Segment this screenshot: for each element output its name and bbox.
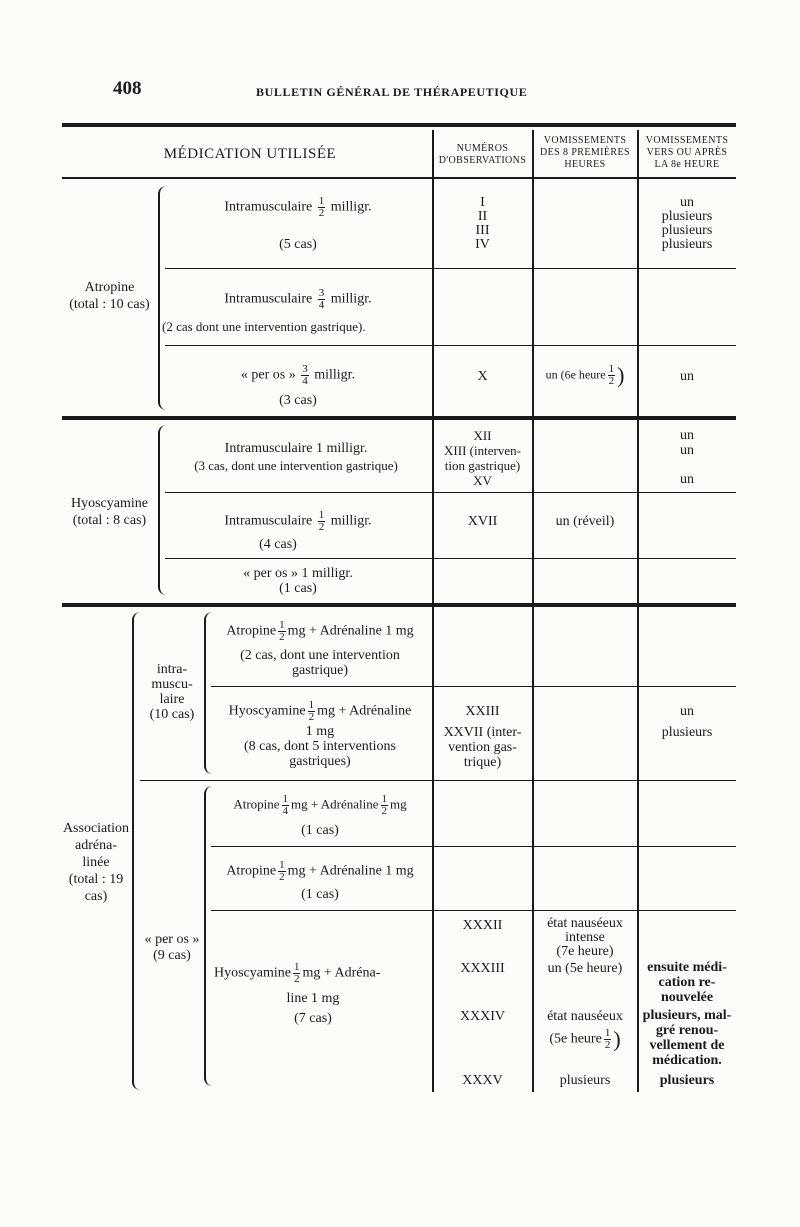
fraction-num: 1 (604, 1027, 611, 1039)
obs-item: XII (473, 428, 492, 443)
p1-fraction-2 (381, 794, 389, 817)
atropine-r3-after: un (680, 369, 694, 384)
p1-mid: mg + Adrénaline (291, 796, 379, 812)
fraction-num: 3 (302, 363, 308, 375)
after-item: un (680, 195, 694, 210)
intra-l1: intra- (156, 662, 188, 677)
fraction-num: 1 (293, 961, 300, 973)
atropine-group-l1: Atropine (84, 280, 135, 295)
vom8-item: état nauséeux (547, 916, 623, 931)
atropine-r3-fraction (301, 364, 309, 387)
hyoscyamine-r2-unit: milligr. (330, 513, 372, 529)
col-divider-3 (637, 130, 639, 1092)
fraction-num: 1 (381, 793, 388, 805)
atropine-r2-unit: milligr. (330, 291, 372, 307)
p2-fraction (278, 860, 286, 883)
assoc-a2-obs (433, 704, 532, 770)
hyoscyamine-r2-fraction (318, 510, 326, 533)
a1-pre: Atropine (226, 623, 277, 639)
hyoscyamine-group-l1: Hyoscyamine (71, 496, 148, 511)
p3-fraction (293, 962, 301, 985)
col-header-vomafter (638, 135, 736, 171)
atropine-r2-label: Intramusculaire (224, 291, 313, 307)
assoc-a2-after (638, 704, 736, 740)
obs-item: XIII (interven- (444, 443, 521, 458)
close-paren: ) (613, 1026, 621, 1052)
assoc-a2-cases (208, 724, 432, 769)
after-item: nouvelée (660, 990, 714, 1005)
close-paren: ) (617, 362, 625, 388)
atropine-r1-unit: milligr. (330, 199, 372, 215)
running-title: BULLETIN GÉNÉRAL DE THÉRAPEUTIQUE (256, 85, 528, 99)
col-header-vomafter-l3: LA 8e HEURE (654, 159, 720, 170)
p2-pre: Atropine (226, 863, 277, 879)
assoc-a2-dose (208, 700, 432, 723)
p3-after-b (638, 960, 736, 1005)
col-header-vom8-l1: VOMISSEMENTS (543, 135, 627, 146)
col-header-medication: MÉDICATION UTILISÉE (163, 146, 337, 162)
obs-item: XXIII (465, 704, 500, 719)
after-item: vellement de (649, 1038, 725, 1053)
atropine-r3-label: « per os » (240, 367, 296, 383)
a2-fraction (308, 700, 316, 723)
intra-l2: muscu- (151, 677, 193, 692)
atropine-r3-dose (168, 364, 428, 387)
intra-l3: laire (159, 692, 185, 707)
atropine-r3-obs: X (477, 369, 488, 384)
vom8-item: (7e heure) (556, 944, 614, 959)
intra-l4: (10 cas) (149, 707, 195, 722)
vom8-text: un (6e heure (545, 367, 606, 382)
p3-vom8-d: plusieurs (559, 1073, 611, 1088)
atropine-r1-obs (433, 196, 532, 252)
fraction-num: 1 (318, 509, 325, 521)
assoc-p2-cases: (1 cas) (301, 887, 339, 902)
after-item: plusieurs (661, 223, 713, 238)
a1-l2: (2 cas, dont une intervention (240, 648, 400, 663)
fraction-den: 2 (279, 631, 285, 643)
row-rule (211, 846, 736, 847)
assoc-a1-cases (208, 648, 432, 678)
fraction-num: 1 (608, 363, 615, 375)
after-item: plusieurs (661, 209, 713, 224)
obs-item: IV (475, 237, 490, 252)
hyoscyamine-r3-l2: (1 cas) (279, 581, 317, 596)
atropine-group-l2: (total : 10 cas) (69, 297, 150, 312)
after-item: ensuite médi- (647, 960, 727, 975)
hyoscyamine-r2-cases: (4 cas) (259, 537, 297, 552)
a2-l3: (8 cas, dont 5 interventions (243, 739, 397, 754)
obs-item: tion gastrique) (444, 458, 521, 473)
fraction-den: 4 (302, 375, 308, 387)
vom8-item: intense (565, 930, 605, 945)
a1-l3: gastrique) (292, 663, 348, 678)
obs-item: trique) (463, 755, 502, 770)
obs-item: II (477, 209, 488, 224)
obs-item: XV (473, 473, 492, 488)
p3-obs-3: XXXIV (459, 1009, 506, 1024)
assoc-p3-cases: (7 cas) (294, 1011, 332, 1026)
section-rule (62, 603, 736, 607)
col-header-vom8 (533, 135, 637, 171)
a2-l4: gastriques) (289, 754, 351, 769)
hyoscyamine-group-label (62, 495, 157, 529)
fraction-den: 2 (318, 521, 325, 533)
atropine-group-label (62, 279, 157, 313)
page-number: 408 (113, 78, 142, 99)
obs-item: III (475, 223, 490, 238)
association-group-l2: adréna- (75, 838, 117, 853)
assoc-p1-cases: (1 cas) (301, 823, 339, 838)
hyoscyamine-r2-obs: XVII (467, 514, 498, 529)
after-item: plusieurs (661, 237, 713, 252)
p2-post: mg + Adrénaline 1 mg (287, 863, 414, 879)
association-group-l3: linée (82, 855, 110, 870)
col-header-vomafter-l1: VOMISSEMENTS (645, 135, 729, 146)
association-group-l5: cas) (84, 889, 108, 904)
obs-item: XXVII (inter- (443, 725, 522, 740)
after-item: un (680, 704, 694, 719)
p3-pre: Hyoscyamine (214, 965, 291, 981)
col-header-vom8-l3: HEURES (564, 159, 606, 170)
fraction-den: 2 (604, 1039, 611, 1051)
top-rule (62, 123, 736, 127)
fraction-den: 4 (282, 805, 289, 817)
a1-post: mg + Adrénaline 1 mg (287, 623, 414, 639)
atropine-r1-label: Intramusculaire (224, 199, 313, 215)
row-rule (165, 345, 736, 346)
after-item: un (680, 443, 694, 458)
atropine-r3-cases: (3 cas) (279, 393, 317, 408)
peros-l1: « per os » (144, 932, 200, 947)
fraction-den: 2 (381, 805, 388, 817)
assoc-a1-dose (208, 620, 432, 643)
hyoscyamine-r3-dose (168, 566, 428, 596)
p3-obs-1: XXXII (462, 918, 503, 933)
hyoscyamine-r1-l2: (3 cas, dont une intervention gastrique) (194, 458, 398, 473)
peros-label (138, 932, 206, 964)
row-rule (211, 686, 736, 687)
after-item: plusieurs, mal- (642, 1008, 732, 1023)
atropine-r1-after (638, 196, 736, 252)
hyoscyamine-group-l2: (total : 8 cas) (72, 513, 147, 528)
col-header-vom8-l2: DES 8 PREMIÈRES (540, 147, 630, 158)
hyoscyamine-r2-dose (168, 510, 428, 533)
p1-post: mg (390, 796, 407, 812)
p3-vom8-b: un (5e heure) (547, 961, 623, 976)
fraction-den: 2 (608, 375, 615, 387)
col-divider-1 (432, 130, 434, 1092)
fraction-den: 2 (279, 871, 285, 883)
atropine-r2-fraction (318, 288, 326, 311)
atropine-r2-dose (168, 288, 428, 311)
assoc-p1-dose (208, 794, 432, 817)
p1-fraction (282, 794, 290, 817)
after-item: cation re- (658, 975, 716, 990)
p3-vom8-a (533, 917, 637, 959)
fraction-num: 1 (279, 859, 285, 871)
p1-pre: Atropine (233, 796, 280, 812)
row-rule (140, 780, 736, 781)
fraction-num: 1 (279, 619, 285, 631)
a1-fraction (278, 620, 286, 643)
vom8-text: (5e heure (549, 1031, 602, 1047)
p3-obs-2: XXXIII (460, 961, 505, 976)
section-rule (62, 416, 736, 420)
hyoscyamine-r1-after (638, 428, 736, 487)
atropine-r1-dose (168, 196, 428, 219)
col-header-numbers-l1: NUMÉROS (456, 143, 509, 154)
association-group-l4: (total : 19 (68, 872, 124, 887)
vom8-fraction (604, 1028, 612, 1051)
a2-pre: Hyoscyamine (228, 703, 306, 719)
atropine-r3-unit: milligr. (314, 367, 356, 383)
a2-post: mg + Adrénaline (317, 703, 412, 719)
association-group-label (56, 820, 136, 905)
assoc-p2-dose (208, 860, 432, 883)
atropine-r1-fraction (318, 196, 326, 219)
row-rule (165, 558, 736, 559)
row-rule (165, 492, 736, 493)
hyoscyamine-r1-dose (160, 440, 432, 474)
hyoscyamine-r2-vom8: un (réveil) (555, 514, 615, 529)
fraction-den: 2 (308, 711, 315, 723)
header-rule (62, 177, 736, 179)
p3-after-c (638, 1008, 736, 1068)
atropine-brace (158, 186, 168, 410)
atropine-r2-cases: (2 cas dont une intervention gastrique). (162, 319, 366, 334)
fraction-num: 1 (282, 793, 289, 805)
intra-label (140, 662, 204, 722)
after-item: plusieurs (661, 725, 713, 740)
hyoscyamine-r1-obs (433, 428, 532, 488)
p3-after-d: plusieurs (659, 1073, 715, 1088)
p3-vom8-c: état nauséeux (547, 1009, 623, 1024)
after-item: médication. (652, 1053, 722, 1068)
after-item: un (680, 428, 694, 443)
after-item: un (680, 472, 694, 487)
p3-obs-4: XXXV (462, 1073, 503, 1088)
col-header-numbers-l2: D'OBSERVATIONS (438, 155, 527, 166)
fraction-num: 3 (318, 287, 325, 299)
row-rule (165, 268, 736, 269)
col-header-numbers (433, 143, 532, 167)
col-header-vomafter-l2: VERS OU APRÈS (646, 147, 728, 158)
p3-vom8-c2 (533, 1028, 637, 1051)
row-rule (211, 910, 736, 911)
association-group-l1: Association (62, 821, 130, 836)
obs-item: vention gas- (448, 740, 517, 755)
vom8-fraction (608, 364, 616, 387)
assoc-p3-dose (214, 962, 430, 985)
obs-item: I (480, 195, 485, 210)
hyoscyamine-r3-l1: « per os » 1 milligr. (243, 566, 353, 581)
after-item: gré renou- (655, 1023, 719, 1038)
assoc-p3-l2: line 1 mg (286, 991, 340, 1006)
peros-l2: (9 cas) (153, 948, 191, 963)
fraction-num: 1 (308, 699, 315, 711)
a2-l2: 1 mg (305, 724, 335, 739)
fraction-den: 4 (318, 299, 325, 311)
hyoscyamine-r1-l1: Intramusculaire 1 milligr. (224, 441, 368, 456)
fraction-den: 2 (318, 207, 325, 219)
fraction-num: 1 (318, 195, 325, 207)
p3-post: mg + Adréna- (302, 965, 381, 981)
atropine-r3-vom8 (533, 364, 637, 387)
fraction-den: 2 (293, 973, 300, 985)
atropine-r1-cases: (5 cas) (279, 237, 317, 252)
hyoscyamine-r2-label: Intramusculaire (224, 513, 313, 529)
